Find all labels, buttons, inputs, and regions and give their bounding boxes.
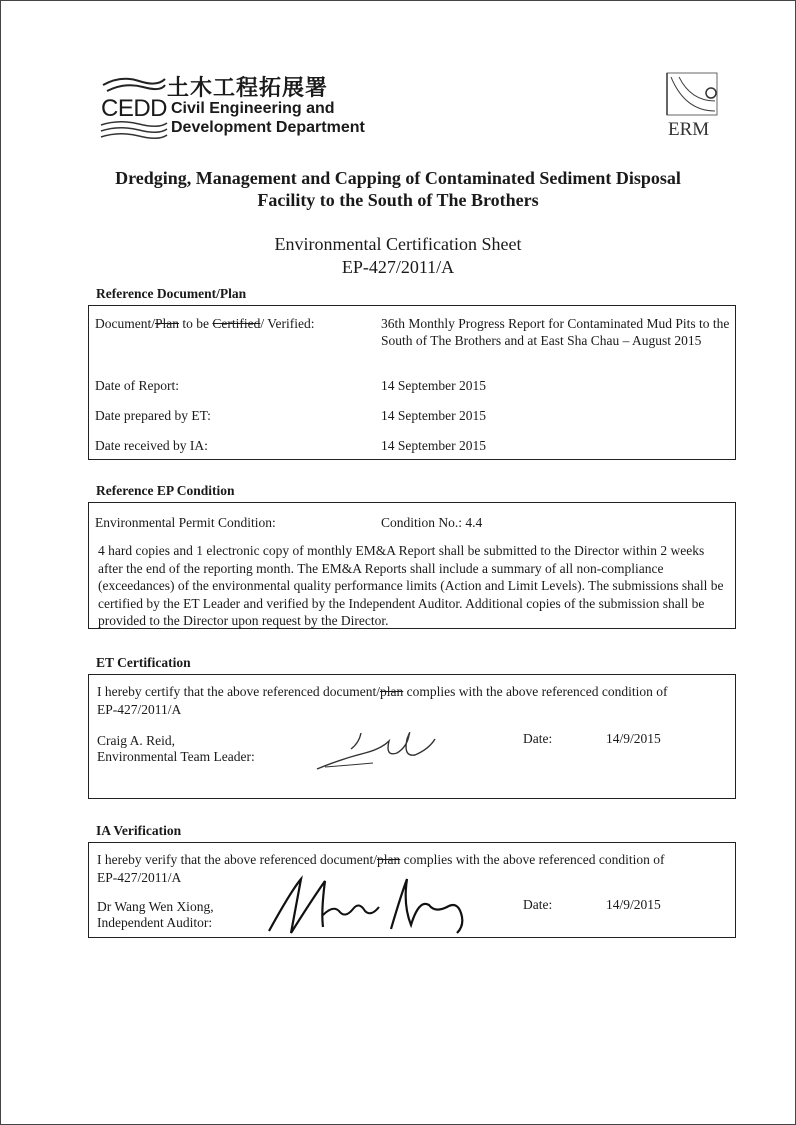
ia-date-label: Date: — [523, 897, 553, 912]
date-of-report-label: Date of Report: — [95, 378, 179, 393]
document-label: Document/Plan to be Certified/ Verified: — [95, 316, 315, 331]
condition-paragraph: 4 hard copies and 1 electronic copy of monthly EM&A Report shall be submitted to the Director within 2 weeks after the end of the reporting month. The EM&A Reports shall include a summary of all non-compliance (exceedances) of the environmental quality performance limits (Action and Limit Levels). The submissions shall be certified by the ET Leader and verified by the Independent Auditor. Additional copies of the submission shall be provided to the Director upon request by the Director. — [98, 543, 724, 628]
reference-ep-heading: Reference EP Condition — [96, 483, 235, 498]
cedd-name-line2: Development Department — [171, 119, 365, 136]
cedd-abbreviation: CEDD — [101, 95, 168, 122]
permit-condition-label: Environmental Permit Condition: — [95, 515, 276, 530]
et-signature — [311, 723, 441, 781]
reference-ep-box — [88, 502, 736, 629]
et-certification-box — [88, 674, 736, 799]
et-signatory-role: Environmental Team Leader: — [97, 749, 255, 764]
et-certification-heading: ET Certification — [96, 655, 191, 670]
ia-statement-permit: EP-427/2011/A — [97, 870, 182, 885]
condition-number: Condition No.: 4.4 — [381, 515, 483, 530]
project-title-line1: Dredging, Management and Capping of Contaminated Sediment Disposal — [115, 168, 681, 188]
erm-logo — [665, 71, 721, 141]
sheet-title: Environmental Certification Sheet — [274, 234, 522, 254]
erm-emblem-icon — [665, 71, 719, 117]
et-date-label: Date: — [523, 731, 553, 746]
ia-signature — [261, 871, 481, 941]
permit-number-title: EP-427/2011/A — [341, 257, 455, 277]
date-received-value: 14 September 2015 — [381, 438, 486, 453]
et-statement: I hereby certify that the above referenced document/plan complies with the above referenced condition of — [97, 684, 668, 699]
ia-verification-box — [88, 842, 736, 938]
date-prepared-value: 14 September 2015 — [381, 408, 486, 423]
ia-date-value: 14/9/2015 — [606, 897, 661, 912]
project-title-line2: Facility to the South of The Brothers — [257, 190, 539, 210]
date-of-report-value: 14 September 2015 — [381, 378, 486, 393]
date-received-label: Date received by IA: — [95, 438, 208, 453]
et-signatory-name: Craig A. Reid, — [97, 733, 175, 748]
ia-verification-heading: IA Verification — [96, 823, 182, 838]
cedd-name-line1: Civil Engineering and — [171, 100, 335, 117]
cedd-underline-waves-icon — [99, 119, 169, 141]
ia-signatory-role: Independent Auditor: — [97, 915, 213, 930]
erm-wordmark: ERM — [668, 119, 710, 140]
ia-statement: I hereby verify that the above referenced document/plan complies with the above referenced condition of — [97, 852, 665, 867]
ia-signatory-name: Dr Wang Wen Xiong, — [97, 899, 214, 914]
reference-document-heading: Reference Document/Plan — [96, 286, 247, 301]
date-prepared-label: Date prepared by ET: — [95, 408, 211, 423]
document-value: 36th Monthly Progress Report for Contaminated Mud Pits to the South of The Brothers and at East Sha Chau – August 2015 — [381, 316, 730, 348]
et-date-value: 14/9/2015 — [606, 731, 661, 746]
cedd-logo — [99, 73, 389, 143]
cedd-chinese-name: 土木工程拓展署 — [167, 76, 329, 101]
et-statement-permit: EP-427/2011/A — [97, 702, 182, 717]
reference-document-box — [88, 305, 736, 460]
